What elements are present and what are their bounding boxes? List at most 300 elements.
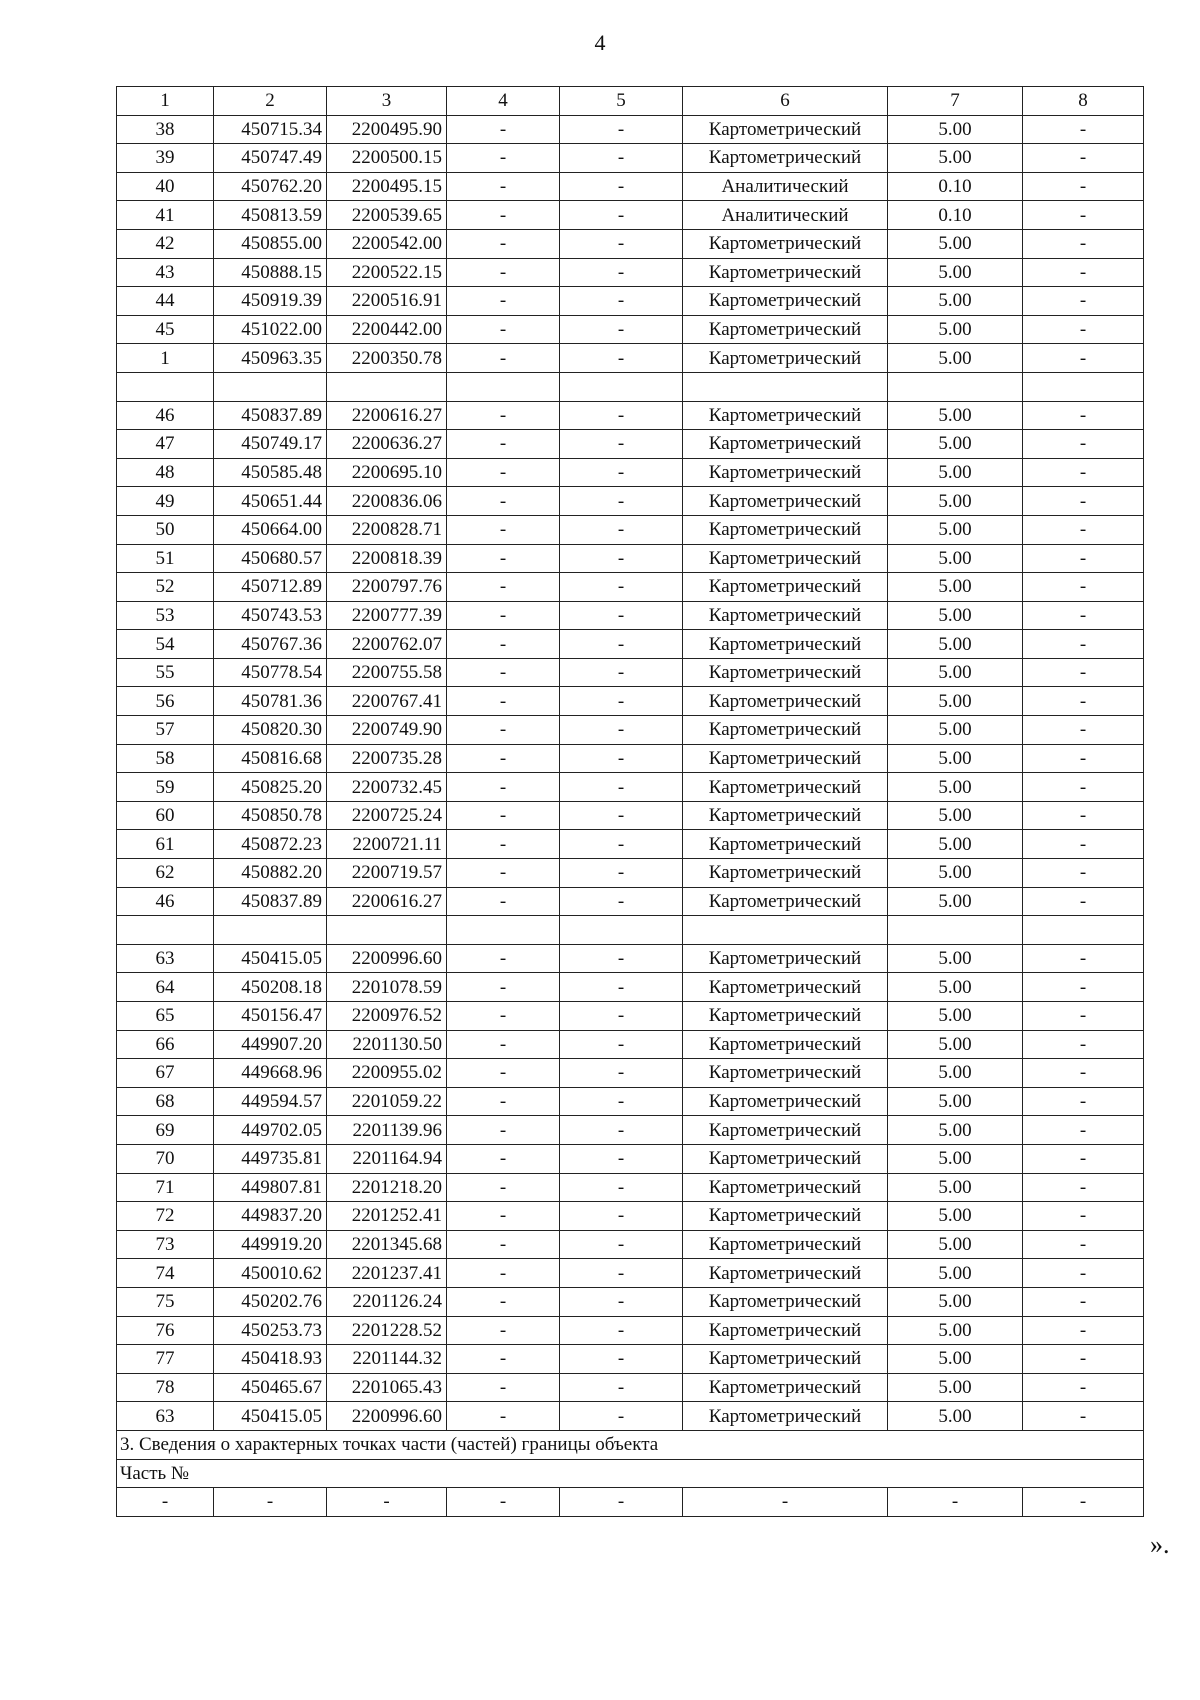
table-cell: 450963.35 <box>214 344 327 373</box>
table-cell: 72 <box>117 1202 214 1231</box>
table-cell: - <box>560 1345 683 1374</box>
table-cell: Картометрический <box>683 859 888 888</box>
table-cell: 2200976.52 <box>327 1002 447 1031</box>
table-cell: - <box>1023 1345 1144 1374</box>
table-cell: - <box>560 544 683 573</box>
table-cell: 2201078.59 <box>327 973 447 1002</box>
table-cell: 5.00 <box>888 973 1023 1002</box>
table-row <box>117 344 1144 373</box>
table-row <box>117 115 1144 144</box>
table-cell: 5.00 <box>888 1316 1023 1345</box>
table-cell: - <box>1023 1202 1144 1231</box>
table-row <box>117 601 1144 630</box>
table-cell: - <box>1023 658 1144 687</box>
table-cell: 2200495.15 <box>327 172 447 201</box>
header-cell: 3 <box>327 87 447 116</box>
table-cell: 450850.78 <box>214 801 327 830</box>
table-row <box>117 430 1144 459</box>
table-cell: 450712.89 <box>214 573 327 602</box>
table-cell: 5.00 <box>888 601 1023 630</box>
table-cell: Картометрический <box>683 630 888 659</box>
table-cell: 2201252.41 <box>327 1202 447 1231</box>
table-cell: - <box>1023 573 1144 602</box>
table-cell: Картометрический <box>683 287 888 316</box>
table-cell: 2201139.96 <box>327 1116 447 1145</box>
table-row <box>117 258 1144 287</box>
table-cell: Картометрический <box>683 658 888 687</box>
table-cell: 2201164.94 <box>327 1144 447 1173</box>
table-row <box>117 716 1144 745</box>
table-cell: 69 <box>117 1116 214 1145</box>
table-cell: 5.00 <box>888 315 1023 344</box>
table-cell: - <box>1023 258 1144 287</box>
table-cell: 450415.05 <box>214 1402 327 1431</box>
table-cell: - <box>1023 1259 1144 1288</box>
table-cell: - <box>560 401 683 430</box>
table-cell: 5.00 <box>888 287 1023 316</box>
table-row <box>117 515 1144 544</box>
table-cell: 44 <box>117 287 214 316</box>
table-cell: - <box>447 115 560 144</box>
table-cell: 59 <box>117 773 214 802</box>
table-cell: 51 <box>117 544 214 573</box>
table-cell: - <box>1023 315 1144 344</box>
table-cell: - <box>447 859 560 888</box>
table-cell: 2200442.00 <box>327 315 447 344</box>
table-cell: - <box>1023 1030 1144 1059</box>
table-row <box>117 1259 1144 1288</box>
table-cell: - <box>447 601 560 630</box>
table-cell: - <box>1023 630 1144 659</box>
table-cell: Картометрический <box>683 1316 888 1345</box>
table-cell: - <box>447 773 560 802</box>
table-cell: Картометрический <box>683 1373 888 1402</box>
table-cell: 450208.18 <box>214 973 327 1002</box>
table-cell: - <box>560 601 683 630</box>
table-cell: - <box>1023 1059 1144 1088</box>
table-cell: 2200767.41 <box>327 687 447 716</box>
table-cell: Картометрический <box>683 458 888 487</box>
table-cell: 2201345.68 <box>327 1230 447 1259</box>
table-cell: 48 <box>117 458 214 487</box>
table-cell <box>560 916 683 945</box>
table-cell: - <box>560 315 683 344</box>
table-cell: - <box>447 887 560 916</box>
page-number: 4 <box>594 30 606 55</box>
table-cell: - <box>447 287 560 316</box>
table-cell: - <box>1023 1402 1144 1431</box>
table-cell: 449735.81 <box>214 1144 327 1173</box>
table-cell: 449594.57 <box>214 1087 327 1116</box>
table-cell: - <box>560 1402 683 1431</box>
table-cell: 50 <box>117 515 214 544</box>
table-cell: - <box>560 773 683 802</box>
table-cell: 63 <box>117 944 214 973</box>
table-cell: - <box>1023 773 1144 802</box>
table-cell: Картометрический <box>683 1087 888 1116</box>
table-cell: Картометрический <box>683 115 888 144</box>
table-cell: - <box>560 944 683 973</box>
table-cell: 449837.20 <box>214 1202 327 1231</box>
table-cell: 5.00 <box>888 1373 1023 1402</box>
table-cell: - <box>1023 344 1144 373</box>
table-cell: - <box>1023 1230 1144 1259</box>
table-cell: 2201059.22 <box>327 1087 447 1116</box>
table-cell: 450813.59 <box>214 201 327 230</box>
table-cell: - <box>1023 1316 1144 1345</box>
table-cell: 5.00 <box>888 1287 1023 1316</box>
table-cell: 66 <box>117 1030 214 1059</box>
table-row <box>117 973 1144 1002</box>
table-row <box>117 1030 1144 1059</box>
table-cell: 2200996.60 <box>327 944 447 973</box>
table-cell: - <box>447 1173 560 1202</box>
table-cell: - <box>447 630 560 659</box>
table-row <box>117 859 1144 888</box>
header-cell: 4 <box>447 87 560 116</box>
table-cell: Картометрический <box>683 258 888 287</box>
table-cell: 5.00 <box>888 1002 1023 1031</box>
table-cell: - <box>560 1030 683 1059</box>
table-cell: - <box>1023 1116 1144 1145</box>
table-cell: 67 <box>117 1059 214 1088</box>
table-cell <box>447 916 560 945</box>
table-cell: - <box>1023 544 1144 573</box>
header-cell: 5 <box>560 87 683 116</box>
table-cell: Картометрический <box>683 401 888 430</box>
table-cell: - <box>1023 859 1144 888</box>
table-cell: - <box>447 1402 560 1431</box>
table-cell: Картометрический <box>683 1202 888 1231</box>
table-row <box>117 1316 1144 1345</box>
table-cell: - <box>560 859 683 888</box>
table-cell: - <box>1023 201 1144 230</box>
table-cell: 450253.73 <box>214 1316 327 1345</box>
table-cell: 70 <box>117 1144 214 1173</box>
table-cell: - <box>560 1087 683 1116</box>
table-cell: - <box>447 258 560 287</box>
table-header-row <box>117 87 1144 116</box>
table-cell: - <box>560 630 683 659</box>
table-cell: 2200350.78 <box>327 344 447 373</box>
table-cell: 61 <box>117 830 214 859</box>
table-cell: 57 <box>117 716 214 745</box>
table-cell: - <box>1023 287 1144 316</box>
table-cell: - <box>1023 458 1144 487</box>
table-cell: 2200828.71 <box>327 515 447 544</box>
table-cell: - <box>560 487 683 516</box>
table-cell: 2200522.15 <box>327 258 447 287</box>
table-row <box>117 830 1144 859</box>
table-cell: - <box>1023 401 1144 430</box>
table-cell: 450415.05 <box>214 944 327 973</box>
table-cell: 2201228.52 <box>327 1316 447 1345</box>
table-cell: Картометрический <box>683 487 888 516</box>
table-cell: 1 <box>117 344 214 373</box>
table-cell: - <box>447 1030 560 1059</box>
table-cell: 38 <box>117 115 214 144</box>
table-cell: 2200996.60 <box>327 1402 447 1431</box>
table-cell: 49 <box>117 487 214 516</box>
table-cell: Картометрический <box>683 1259 888 1288</box>
table-cell: 2200495.90 <box>327 115 447 144</box>
table-row <box>117 1345 1144 1374</box>
table-cell: - <box>1023 1144 1144 1173</box>
table-row <box>117 573 1144 602</box>
table-cell: - <box>117 1488 214 1517</box>
table-cell: - <box>447 229 560 258</box>
table-cell: 47 <box>117 430 214 459</box>
table-cell: 5.00 <box>888 716 1023 745</box>
table-row <box>117 458 1144 487</box>
header-cell: 6 <box>683 87 888 116</box>
table-cell: - <box>560 1144 683 1173</box>
table-cell: - <box>560 144 683 173</box>
table-cell: 450715.34 <box>214 115 327 144</box>
table-cell: 450837.89 <box>214 887 327 916</box>
table-cell: 2201218.20 <box>327 1173 447 1202</box>
table-cell: - <box>560 172 683 201</box>
table-cell: 2200719.57 <box>327 859 447 888</box>
table-cell <box>888 916 1023 945</box>
table-cell: 54 <box>117 630 214 659</box>
table-cell: - <box>560 201 683 230</box>
table-cell: - <box>1023 1173 1144 1202</box>
table-cell: 450202.76 <box>214 1287 327 1316</box>
table-cell: Картометрический <box>683 544 888 573</box>
table-cell: 2200732.45 <box>327 773 447 802</box>
table-cell: 5.00 <box>888 487 1023 516</box>
table-cell: 43 <box>117 258 214 287</box>
table-cell: 450747.49 <box>214 144 327 173</box>
table-cell: - <box>447 458 560 487</box>
table-cell: 2200721.11 <box>327 830 447 859</box>
table-cell: - <box>327 1488 447 1517</box>
header-cell: 8 <box>1023 87 1144 116</box>
table-cell: 41 <box>117 201 214 230</box>
table-cell: 77 <box>117 1345 214 1374</box>
table-cell: Картометрический <box>683 1144 888 1173</box>
table-cell: - <box>447 544 560 573</box>
table-row <box>117 1144 1144 1173</box>
table-cell: - <box>560 830 683 859</box>
table-cell: - <box>1023 144 1144 173</box>
table-cell: 5.00 <box>888 258 1023 287</box>
table-cell: Аналитический <box>683 172 888 201</box>
table-cell: 450664.00 <box>214 515 327 544</box>
table-cell: Картометрический <box>683 744 888 773</box>
table-cell: 71 <box>117 1173 214 1202</box>
table-cell: - <box>447 744 560 773</box>
table-cell: - <box>560 1488 683 1517</box>
table-row <box>117 744 1144 773</box>
table-cell: 5.00 <box>888 630 1023 659</box>
table-cell: 450837.89 <box>214 401 327 430</box>
part-label: Часть № <box>117 1459 1144 1488</box>
table-cell: - <box>888 1488 1023 1517</box>
table-row <box>117 287 1144 316</box>
table-cell <box>560 372 683 401</box>
boundary-points-table <box>116 86 1144 1517</box>
table-cell: - <box>560 973 683 1002</box>
table-cell: - <box>447 830 560 859</box>
table-row <box>117 487 1144 516</box>
table-cell: 449807.81 <box>214 1173 327 1202</box>
table-cell: 449702.05 <box>214 1116 327 1145</box>
table-cell: - <box>1023 1002 1144 1031</box>
table-cell: Картометрический <box>683 830 888 859</box>
table-cell: 5.00 <box>888 801 1023 830</box>
table-cell: 450820.30 <box>214 716 327 745</box>
table-row <box>117 916 1144 945</box>
table-cell: Картометрический <box>683 515 888 544</box>
table-cell: - <box>560 658 683 687</box>
table-cell: 450882.20 <box>214 859 327 888</box>
table-row <box>117 801 1144 830</box>
table-cell: Картометрический <box>683 1345 888 1374</box>
table-cell: 5.00 <box>888 1402 1023 1431</box>
table-cell: 450767.36 <box>214 630 327 659</box>
table-cell: - <box>1023 515 1144 544</box>
table-cell <box>327 916 447 945</box>
table-cell: 5.00 <box>888 229 1023 258</box>
table-cell <box>117 916 214 945</box>
table-cell: - <box>560 573 683 602</box>
table-row <box>117 1373 1144 1402</box>
table-cell: 450888.15 <box>214 258 327 287</box>
table-body <box>117 115 1144 1430</box>
table-cell: - <box>560 1002 683 1031</box>
table-cell: - <box>683 1488 888 1517</box>
table-cell: Картометрический <box>683 315 888 344</box>
table-cell: - <box>447 201 560 230</box>
table-cell: - <box>560 687 683 716</box>
table-cell: - <box>560 1173 683 1202</box>
table-cell: 2200616.27 <box>327 401 447 430</box>
table-row <box>117 687 1144 716</box>
table-cell: 5.00 <box>888 1030 1023 1059</box>
table-cell: - <box>560 716 683 745</box>
table-cell: 73 <box>117 1230 214 1259</box>
table-cell: - <box>447 1144 560 1173</box>
table-cell: 5.00 <box>888 401 1023 430</box>
table-cell: - <box>447 1373 560 1402</box>
table-cell: 62 <box>117 859 214 888</box>
table-cell: 53 <box>117 601 214 630</box>
table-cell: - <box>447 658 560 687</box>
table-cell: 0.10 <box>888 172 1023 201</box>
table-cell: 2200797.76 <box>327 573 447 602</box>
table-cell: - <box>214 1488 327 1517</box>
table-cell: 2200539.65 <box>327 201 447 230</box>
table-cell: - <box>447 430 560 459</box>
part-label-row <box>117 1459 1144 1488</box>
table-cell: 0.10 <box>888 201 1023 230</box>
table-cell: Картометрический <box>683 887 888 916</box>
table-cell: 78 <box>117 1373 214 1402</box>
table-cell <box>1023 916 1144 945</box>
table-cell: - <box>560 1373 683 1402</box>
table-cell <box>117 372 214 401</box>
table-cell: - <box>447 973 560 1002</box>
table-cell: 2200695.10 <box>327 458 447 487</box>
table-cell: - <box>560 458 683 487</box>
table-cell: Картометрический <box>683 973 888 1002</box>
table-cell: - <box>447 315 560 344</box>
table-cell: - <box>447 401 560 430</box>
table-cell: - <box>447 144 560 173</box>
table-cell: - <box>447 172 560 201</box>
table-cell: - <box>560 1059 683 1088</box>
table-cell: - <box>1023 430 1144 459</box>
table-cell: - <box>560 229 683 258</box>
table-cell: 68 <box>117 1087 214 1116</box>
table-cell: 450855.00 <box>214 229 327 258</box>
table-cell: Картометрический <box>683 1230 888 1259</box>
table-cell: - <box>1023 801 1144 830</box>
table-row <box>117 1230 1144 1259</box>
table-cell: - <box>447 573 560 602</box>
table-cell: Картометрический <box>683 1173 888 1202</box>
table-cell: 450585.48 <box>214 458 327 487</box>
section-title: 3. Сведения о характерных точках части (частей) границы объекта <box>117 1430 1144 1459</box>
table-cell: 2200616.27 <box>327 887 447 916</box>
table-cell: - <box>447 1316 560 1345</box>
table-cell: 56 <box>117 687 214 716</box>
table-cell: 450651.44 <box>214 487 327 516</box>
table-cell: 5.00 <box>888 573 1023 602</box>
table-cell <box>888 372 1023 401</box>
table-cell: 5.00 <box>888 744 1023 773</box>
table-cell: Аналитический <box>683 201 888 230</box>
table-cell: 451022.00 <box>214 315 327 344</box>
table-cell <box>447 372 560 401</box>
table-cell: 5.00 <box>888 544 1023 573</box>
table-cell: - <box>1023 172 1144 201</box>
header-cell: 1 <box>117 87 214 116</box>
table-cell: - <box>447 1259 560 1288</box>
table-cell: 2201144.32 <box>327 1345 447 1374</box>
table-cell: 450778.54 <box>214 658 327 687</box>
table-cell: Картометрический <box>683 716 888 745</box>
table-cell: - <box>1023 1373 1144 1402</box>
table-cell <box>214 916 327 945</box>
table-row <box>117 544 1144 573</box>
table-cell: 5.00 <box>888 458 1023 487</box>
table-cell: 64 <box>117 973 214 1002</box>
table-cell: - <box>447 716 560 745</box>
table-cell: 5.00 <box>888 144 1023 173</box>
table-cell: Картометрический <box>683 801 888 830</box>
table-cell: 450465.67 <box>214 1373 327 1402</box>
table-cell: 5.00 <box>888 1202 1023 1231</box>
table-cell: 450762.20 <box>214 172 327 201</box>
table-cell: Картометрический <box>683 944 888 973</box>
table-cell: 75 <box>117 1287 214 1316</box>
table-cell <box>1023 372 1144 401</box>
table-cell: 2200516.91 <box>327 287 447 316</box>
table-cell: 42 <box>117 229 214 258</box>
table-cell: - <box>560 887 683 916</box>
table-cell: 450743.53 <box>214 601 327 630</box>
table-row <box>117 1002 1144 1031</box>
table-row <box>117 1202 1144 1231</box>
table-cell: 5.00 <box>888 515 1023 544</box>
table-cell: Картометрический <box>683 601 888 630</box>
table-cell: 450781.36 <box>214 687 327 716</box>
table-cell: 450919.39 <box>214 287 327 316</box>
table-cell: 60 <box>117 801 214 830</box>
